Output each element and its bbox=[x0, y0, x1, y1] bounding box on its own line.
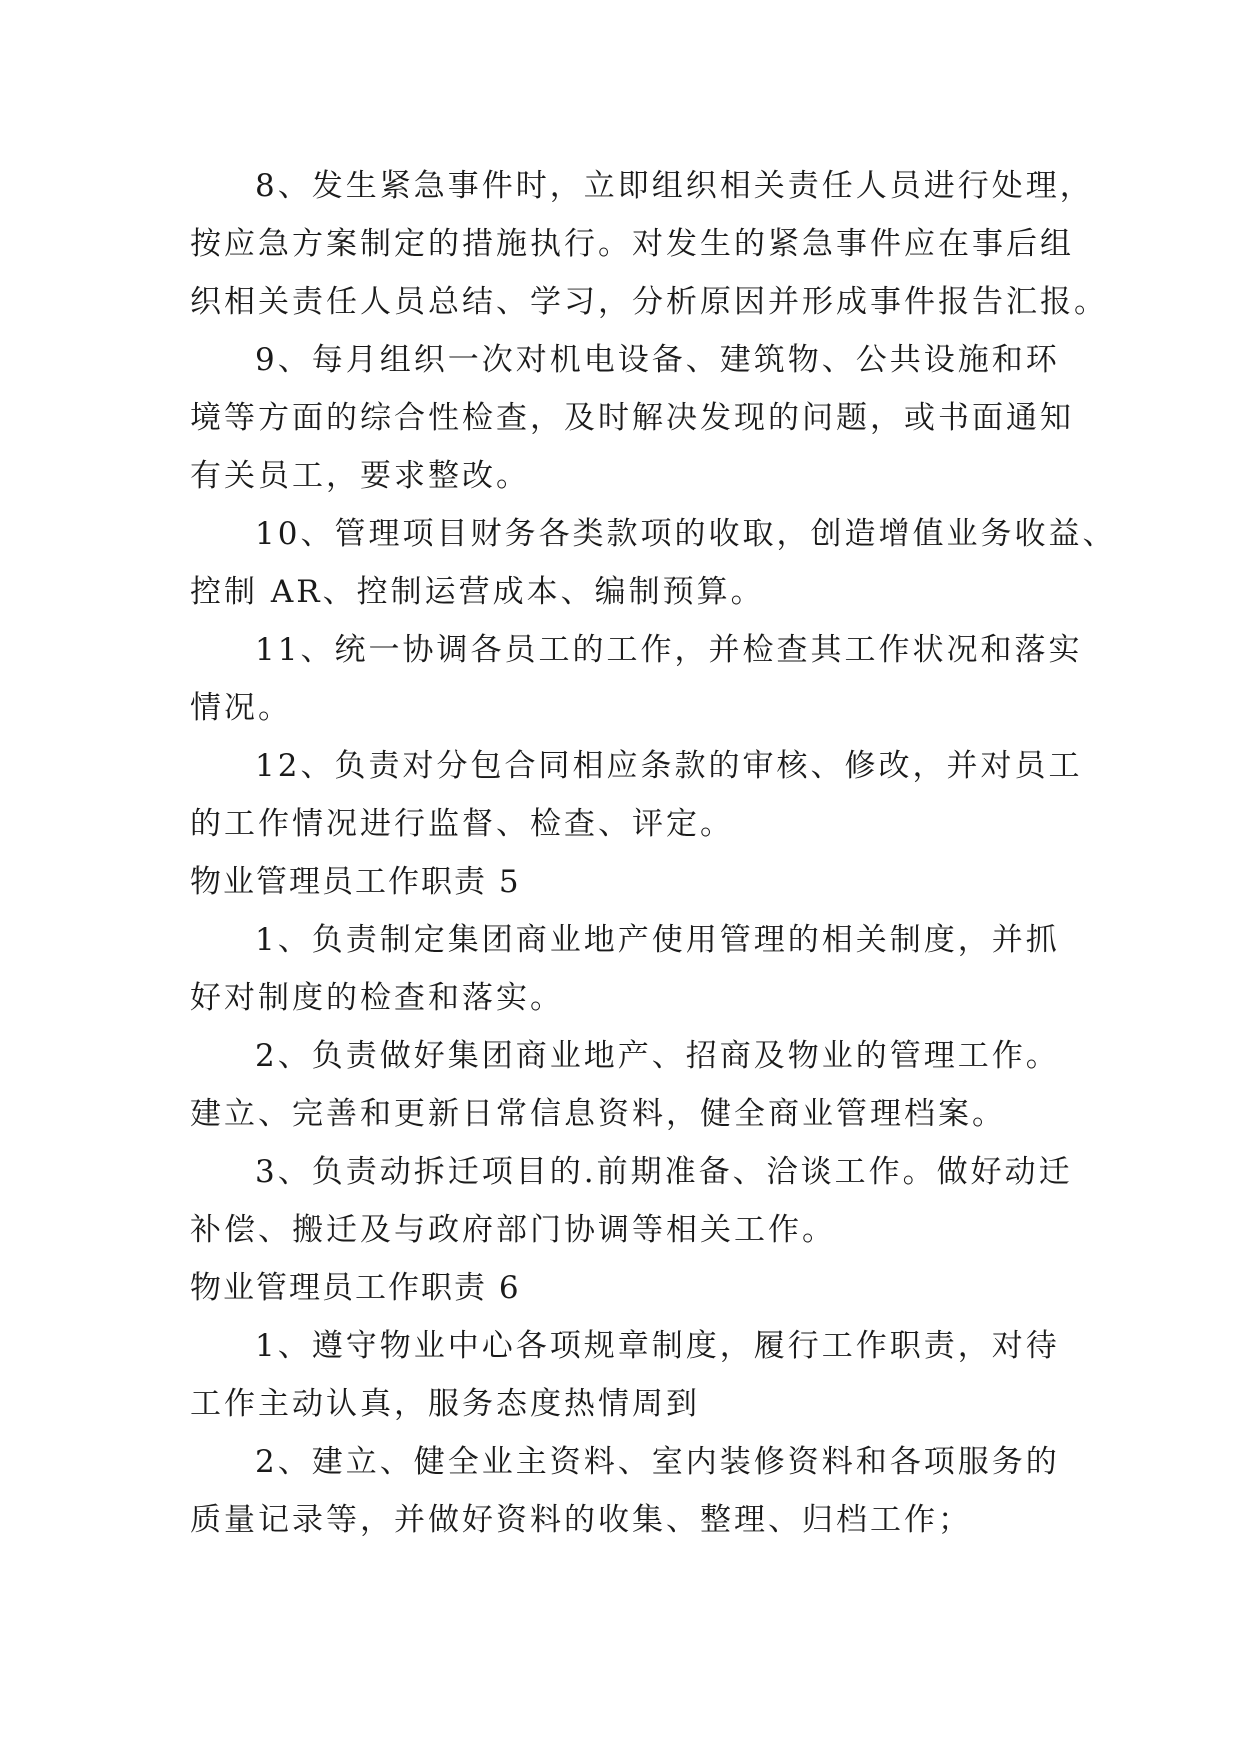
text-line: 补偿、搬迁及与政府部门协调等相关工作。 bbox=[190, 1212, 836, 1248]
text-line: 情况。 bbox=[190, 690, 292, 726]
text-line: 11、统一协调各员工的工作，并检查其工作状况和落实 bbox=[255, 632, 1083, 668]
text-line: 2、负责做好集团商业地产、招商及物业的管理工作。 bbox=[255, 1038, 1060, 1074]
text-line: 的工作情况进行监督、检查、评定。 bbox=[190, 806, 734, 842]
section-heading: 物业管理员工作职责 6 bbox=[190, 1270, 521, 1306]
text-line: 2、建立、健全业主资料、室内装修资料和各项服务的 bbox=[255, 1444, 1060, 1480]
text-line: 控制 AR、控制运营成本、编制预算。 bbox=[190, 574, 765, 610]
text-line: 境等方面的综合性检查，及时解决发现的问题，或书面通知 bbox=[190, 400, 1074, 436]
text-line: 1、负责制定集团商业地产使用管理的相关制度，并抓 bbox=[255, 922, 1060, 958]
text-line: 工作主动认真，服务态度热情周到 bbox=[190, 1386, 700, 1422]
text-line: 好对制度的检查和落实。 bbox=[190, 980, 564, 1016]
text-line: 质量记录等，并做好资料的收集、整理、归档工作； bbox=[190, 1502, 972, 1538]
section-heading: 物业管理员工作职责 5 bbox=[190, 864, 521, 900]
text-line: 1、遵守物业中心各项规章制度，履行工作职责，对待 bbox=[255, 1328, 1060, 1364]
text-line: 有关员工，要求整改。 bbox=[190, 458, 530, 494]
text-line: 12、负责对分包合同相应条款的审核、修改，并对员工 bbox=[255, 748, 1083, 784]
text-line: 10、管理项目财务各类款项的收取，创造增值业务收益、 bbox=[255, 516, 1117, 552]
text-line: 3、负责动拆迁项目的.前期准备、洽谈工作。做好动迁 bbox=[255, 1154, 1073, 1190]
text-line: 按应急方案制定的措施执行。对发生的紧急事件应在事后组 bbox=[190, 226, 1074, 262]
text-line: 8、发生紧急事件时，立即组织相关责任人员进行处理， bbox=[255, 168, 1094, 204]
text-line: 建立、完善和更新日常信息资料，健全商业管理档案。 bbox=[190, 1096, 1006, 1132]
text-line: 织相关责任人员总结、学习，分析原因并形成事件报告汇报。 bbox=[190, 284, 1108, 320]
text-line: 9、每月组织一次对机电设备、建筑物、公共设施和环 bbox=[255, 342, 1060, 378]
